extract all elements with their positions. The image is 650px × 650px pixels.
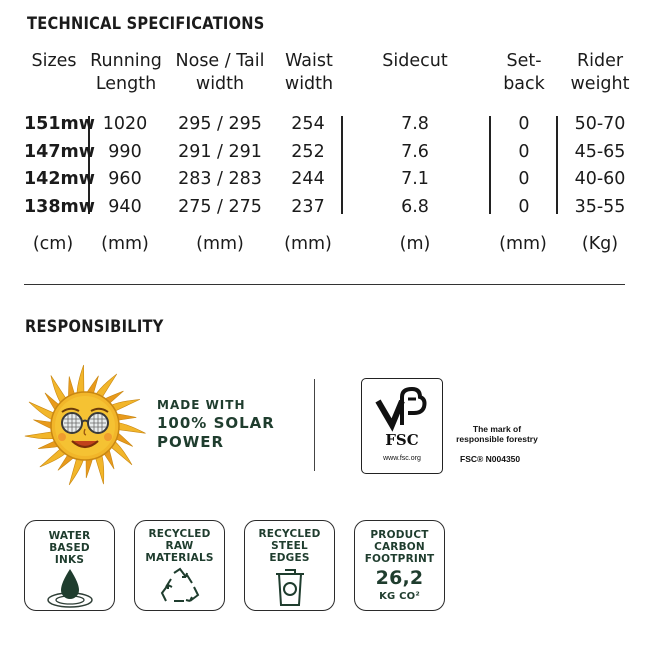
- unit-cell: (mm): [101, 234, 149, 254]
- rider-weight-cell: 45-65: [574, 142, 626, 162]
- table-divider: [489, 116, 491, 214]
- badge-line: CARBON: [374, 541, 425, 553]
- carbon-unit: KG CO²: [379, 591, 420, 602]
- setback-cell: 0: [518, 114, 530, 134]
- setback-cell: 0: [518, 142, 530, 162]
- badge-line: RAW: [165, 540, 194, 552]
- running-length-cell: 940: [108, 197, 142, 217]
- solar-line-2: 100% SOLAR: [157, 414, 275, 432]
- sun-ray: [69, 457, 84, 485]
- badge-line: MATERIALS: [145, 552, 214, 564]
- size-cell: 147mw: [24, 142, 95, 162]
- technical-specifications-title: TECHNICAL SPECIFICATIONS: [27, 14, 265, 34]
- waist-cell: 237: [291, 197, 325, 217]
- size-cell: 142mw: [24, 169, 95, 189]
- waist-cell: 254: [291, 114, 325, 134]
- badge-line: BASED: [49, 542, 90, 554]
- badge-line: RECYCLED: [148, 528, 211, 540]
- unit-cell: (cm): [32, 234, 74, 254]
- water-drop-icon: [45, 567, 95, 609]
- nose-tail-cell: 275 / 275: [178, 197, 262, 217]
- fsc-code: FSC® N004350: [460, 454, 521, 464]
- badge-product-carbon-footprint: [354, 520, 445, 611]
- badge-recycled-raw-materials: [134, 520, 225, 611]
- badge-line: STEEL: [271, 540, 308, 552]
- unit-cell: (m): [399, 234, 431, 254]
- nose-tail-cell: 283 / 283: [178, 169, 262, 189]
- recycle-icon: [160, 567, 200, 605]
- badge-line: PRODUCT: [370, 529, 429, 541]
- size-cell: 138mw: [24, 197, 95, 217]
- waist-cell: 244: [291, 169, 325, 189]
- waist-cell: 252: [291, 142, 325, 162]
- solar-power-label: [157, 398, 275, 451]
- nose-tail-cell: 295 / 295: [178, 114, 262, 134]
- unit-cell: (mm): [196, 234, 244, 254]
- unit-cell: (mm): [499, 234, 547, 254]
- table-divider: [341, 116, 343, 214]
- recycle-bin-icon: [273, 567, 307, 607]
- fsc-logo-text: FSC: [385, 431, 419, 449]
- header-setback: Set- back: [503, 51, 545, 94]
- fsc-logo: [361, 378, 443, 474]
- responsibility-divider: [314, 379, 315, 471]
- setback-cell: 0: [518, 197, 530, 217]
- size-cell: 151mw: [24, 114, 95, 134]
- rider-weight-cell: 40-60: [574, 169, 626, 189]
- fsc-url: www.fsc.org: [383, 455, 421, 462]
- header-sizes: Sizes: [31, 51, 77, 71]
- nose-tail-cell: 291 / 291: [178, 142, 262, 162]
- fsc-caption-line-1: The mark of: [472, 424, 522, 434]
- running-length-cell: 990: [108, 142, 142, 162]
- sun-ray: [33, 420, 53, 430]
- setback-cell: 0: [518, 169, 530, 189]
- badge-line: INKS: [54, 554, 85, 566]
- badge-line: FOOTPRINT: [364, 553, 435, 565]
- table-divider: [556, 116, 558, 214]
- badge-water-based-inks: [24, 520, 115, 611]
- badge-recycled-steel-edges: [244, 520, 335, 611]
- sun-ray: [25, 432, 56, 439]
- header-waist-width: Waist width: [284, 51, 334, 94]
- header-sidecut: Sidecut: [382, 51, 448, 71]
- rider-weight-cell: 50-70: [574, 114, 626, 134]
- sidecut-cell: 7.1: [401, 169, 429, 189]
- running-length-cell: 960: [108, 169, 142, 189]
- fsc-caption-line-2: responsible forestry: [456, 434, 538, 444]
- badge-line: RECYCLED: [258, 528, 321, 540]
- carbon-value: 26,2: [375, 567, 424, 589]
- sun-ray: [117, 422, 146, 433]
- header-running-length: Running Length: [90, 51, 162, 94]
- section-divider: [24, 284, 625, 285]
- sidecut-cell: 7.8: [401, 114, 429, 134]
- fsc-caption: [442, 424, 552, 444]
- solar-line-1: MADE WITH: [157, 398, 246, 412]
- sidecut-cell: 6.8: [401, 197, 429, 217]
- unit-cell: (mm): [284, 234, 332, 254]
- sidecut-cell: 7.6: [401, 142, 429, 162]
- solar-line-3: POWER: [157, 433, 225, 451]
- badge-line: EDGES: [269, 552, 310, 564]
- running-length-cell: 1020: [102, 114, 148, 134]
- unit-cell: (Kg): [581, 234, 619, 254]
- rider-weight-cell: 35-55: [574, 197, 626, 217]
- badge-line: WATER: [48, 530, 91, 542]
- header-nose-tail-width: Nose / Tail width: [175, 51, 265, 94]
- sun-with-sunglasses-icon: [22, 363, 148, 489]
- header-rider-weight: Rider weight: [570, 51, 630, 94]
- responsibility-title: RESPONSIBILITY: [25, 317, 164, 337]
- sun-ray: [77, 365, 84, 395]
